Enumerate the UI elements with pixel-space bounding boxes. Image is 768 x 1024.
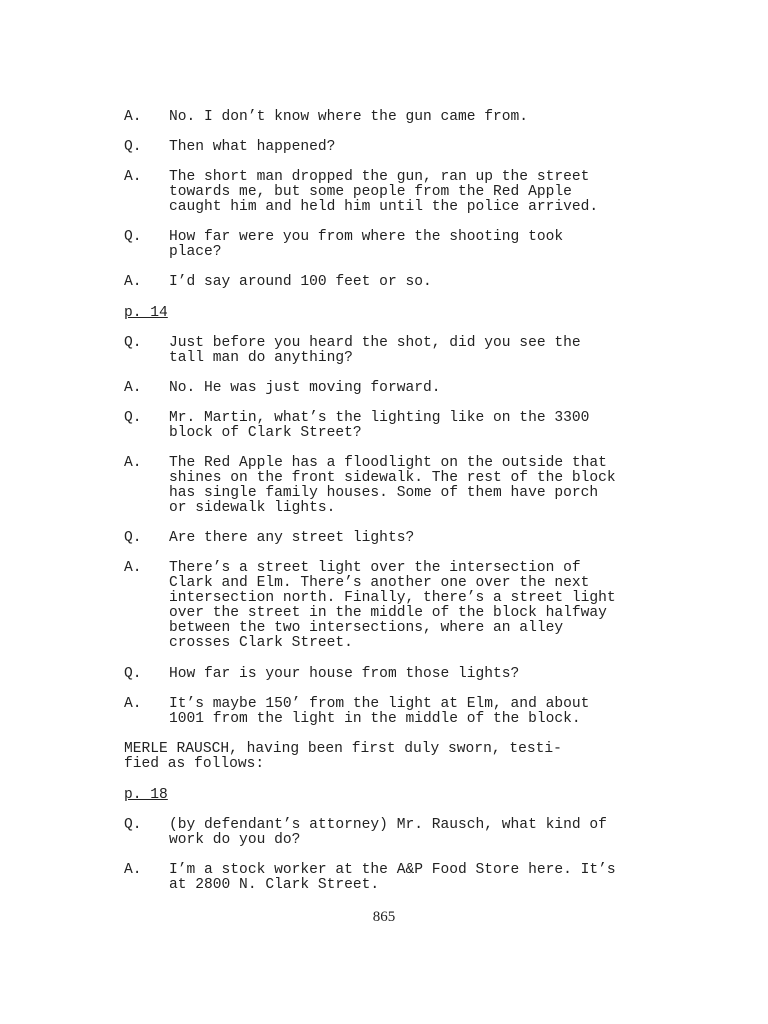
qa-entry: [124, 456, 664, 516]
qa-label: Q.: [124, 335, 142, 351]
qa-entry: [124, 110, 664, 125]
qa-entry: [124, 381, 664, 396]
qa-text: The Red Apple has a floodlight on the outside that shines on the front sidewalk. The rest of the block has single family houses. Some of them have porch or sidewalk lights.: [169, 455, 616, 516]
qa-label: Q.: [124, 410, 142, 426]
qa-text: It’s maybe 150’ from the light at Elm, and about 1001 from the light in the middle of the block.: [169, 696, 590, 727]
qa-entry: [124, 818, 664, 848]
qa-entry: [124, 170, 664, 215]
qa-text: I’d say around 100 feet or so.: [169, 274, 432, 290]
qa-label: Q.: [124, 139, 142, 155]
qa-label: A.: [124, 696, 142, 712]
qa-text: The short man dropped the gun, ran up the street towards me, but some people from the Red Apple caught him and held him until the police arrived.: [169, 169, 599, 215]
qa-entry: [124, 140, 664, 155]
qa-text: Are there any street lights?: [169, 530, 415, 546]
qa-entry: [124, 863, 664, 893]
qa-text: No. I don’t know where the gun came from.: [169, 109, 529, 125]
qa-entry: [124, 336, 664, 366]
page-reference: p. 14: [124, 305, 168, 321]
qa-entry: [124, 561, 664, 651]
qa-label: Q.: [124, 666, 142, 682]
qa-text: There’s a street light over the intersection of Clark and Elm. There’s another one over the next intersection north. Finally, there’s a street light over the street in the middle of the block halfway between the two intersections, where an alley crosses Clark Street.: [169, 560, 616, 651]
qa-entry: [124, 411, 664, 441]
qa-entry: [124, 667, 664, 682]
qa-entry: [124, 697, 664, 727]
qa-entry: [124, 531, 664, 546]
qa-label: A.: [124, 380, 142, 396]
qa-text: No. He was just moving forward.: [169, 380, 441, 396]
qa-text: I’m a stock worker at the A&P Food Store here. It’s at 2800 N. Clark Street.: [169, 862, 616, 893]
page-reference: p. 18: [124, 787, 168, 803]
qa-entry: [124, 230, 664, 260]
qa-text: How far is your house from those lights?: [169, 666, 520, 682]
qa-text: Mr. Martin, what’s the lighting like on the 3300 block of Clark Street?: [169, 410, 590, 441]
qa-label: Q.: [124, 530, 142, 546]
qa-label: A.: [124, 274, 142, 290]
qa-text: Then what happened?: [169, 139, 336, 155]
qa-label: A.: [124, 560, 142, 576]
qa-label: A.: [124, 169, 142, 185]
qa-label: A.: [124, 862, 142, 878]
qa-text: How far were you from where the shooting took place?: [169, 229, 564, 260]
page-number: 865: [372, 909, 396, 925]
qa-label: Q.: [124, 229, 142, 245]
qa-text: (by defendant’s attorney) Mr. Rausch, what kind of work do you do?: [169, 817, 607, 848]
qa-label: Q.: [124, 817, 142, 833]
qa-label: A.: [124, 109, 142, 125]
witness-sworn-paragraph: MERLE RAUSCH, having been first duly sworn, testi- fied as follows:: [124, 741, 562, 772]
qa-entry: [124, 275, 664, 290]
qa-label: A.: [124, 455, 142, 471]
qa-text: Just before you heard the shot, did you see the tall man do anything?: [169, 335, 581, 366]
